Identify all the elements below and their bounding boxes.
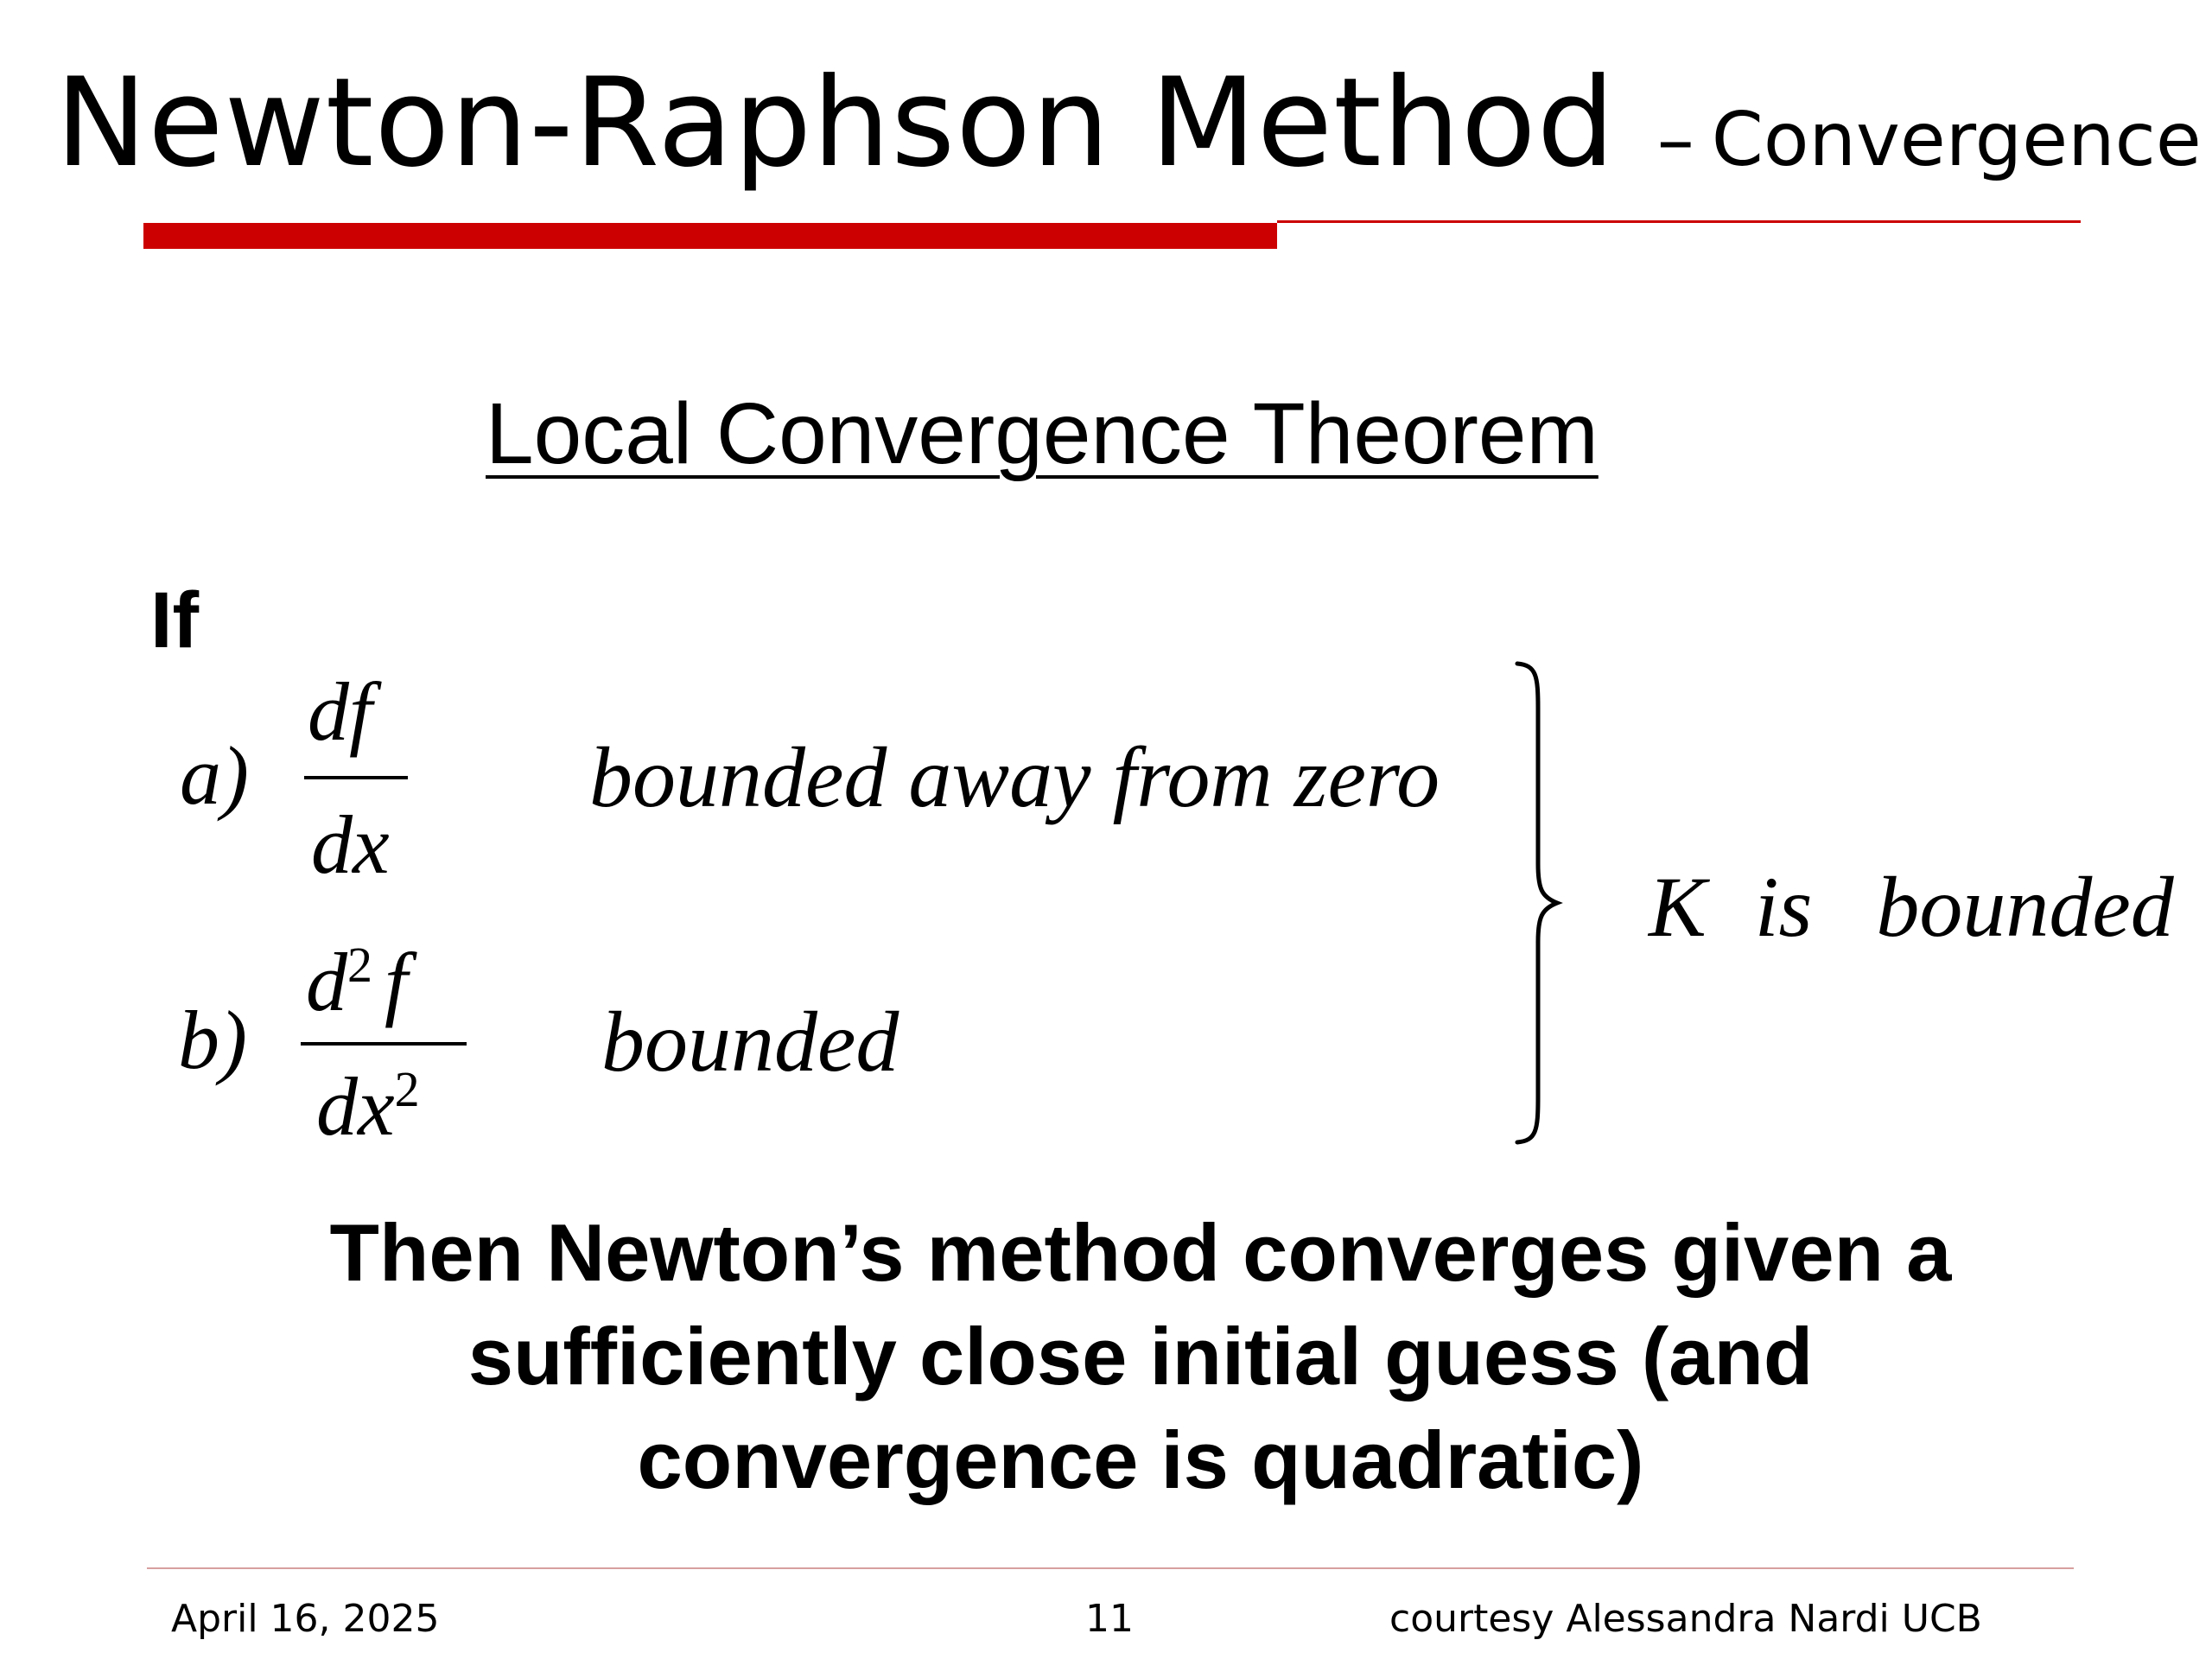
condition-b-text: bounded (601, 994, 899, 1090)
condition-b-label: b) (178, 994, 247, 1086)
condition-a-text: bounded away from zero (589, 729, 1440, 825)
condition-b-numerator (306, 936, 408, 1028)
implication-var: K (1649, 859, 1707, 955)
conclusion-line-1: Then Newton’s method converges given a (329, 1207, 1952, 1298)
condition-a-fraction-bar (304, 776, 408, 779)
slide-title-main: Newton-Raphson Method (55, 52, 1616, 194)
conclusion (0, 1201, 2212, 1512)
footer-date: April 16, 2025 (171, 1597, 440, 1641)
condition-b-denominator (316, 1060, 420, 1153)
footer-rule (147, 1567, 2074, 1569)
slide-title (55, 52, 2202, 194)
conclusion-line-3: convergence is quadratic) (637, 1414, 1644, 1505)
condition-a-label: a) (180, 729, 249, 822)
conclusion-line-2: sufficiently close initial guess (and (467, 1311, 1814, 1402)
condition-b-numerator-var: f (385, 936, 408, 1028)
condition-b-denominator-base: dx (316, 1060, 395, 1153)
condition-b-numerator-base: d (306, 936, 347, 1028)
title-underline-thick (143, 223, 1277, 249)
condition-b-numerator-exponent: 2 (347, 937, 372, 993)
condition-a-denominator: dx (311, 798, 390, 891)
theorem-heading: Local Convergence Theorem (486, 385, 1599, 482)
implication-is: is (1754, 859, 1813, 955)
condition-b-denominator-exponent: 2 (394, 1061, 420, 1117)
implication (1649, 859, 2174, 955)
condition-b-fraction-bar (301, 1042, 467, 1046)
condition-a-numerator: df (308, 665, 372, 758)
footer-page-number: 11 (1085, 1597, 1134, 1641)
implication-text: bounded (1876, 859, 2174, 955)
title-dash: – (1656, 97, 1694, 183)
footer-credit: courtesy Alessandra Nardi UCB (1389, 1597, 1982, 1641)
slide-subtitle: Convergence (1711, 97, 2202, 183)
title-underline-thin (1277, 220, 2081, 223)
right-brace (1512, 657, 1564, 1149)
if-label: If (150, 576, 200, 664)
